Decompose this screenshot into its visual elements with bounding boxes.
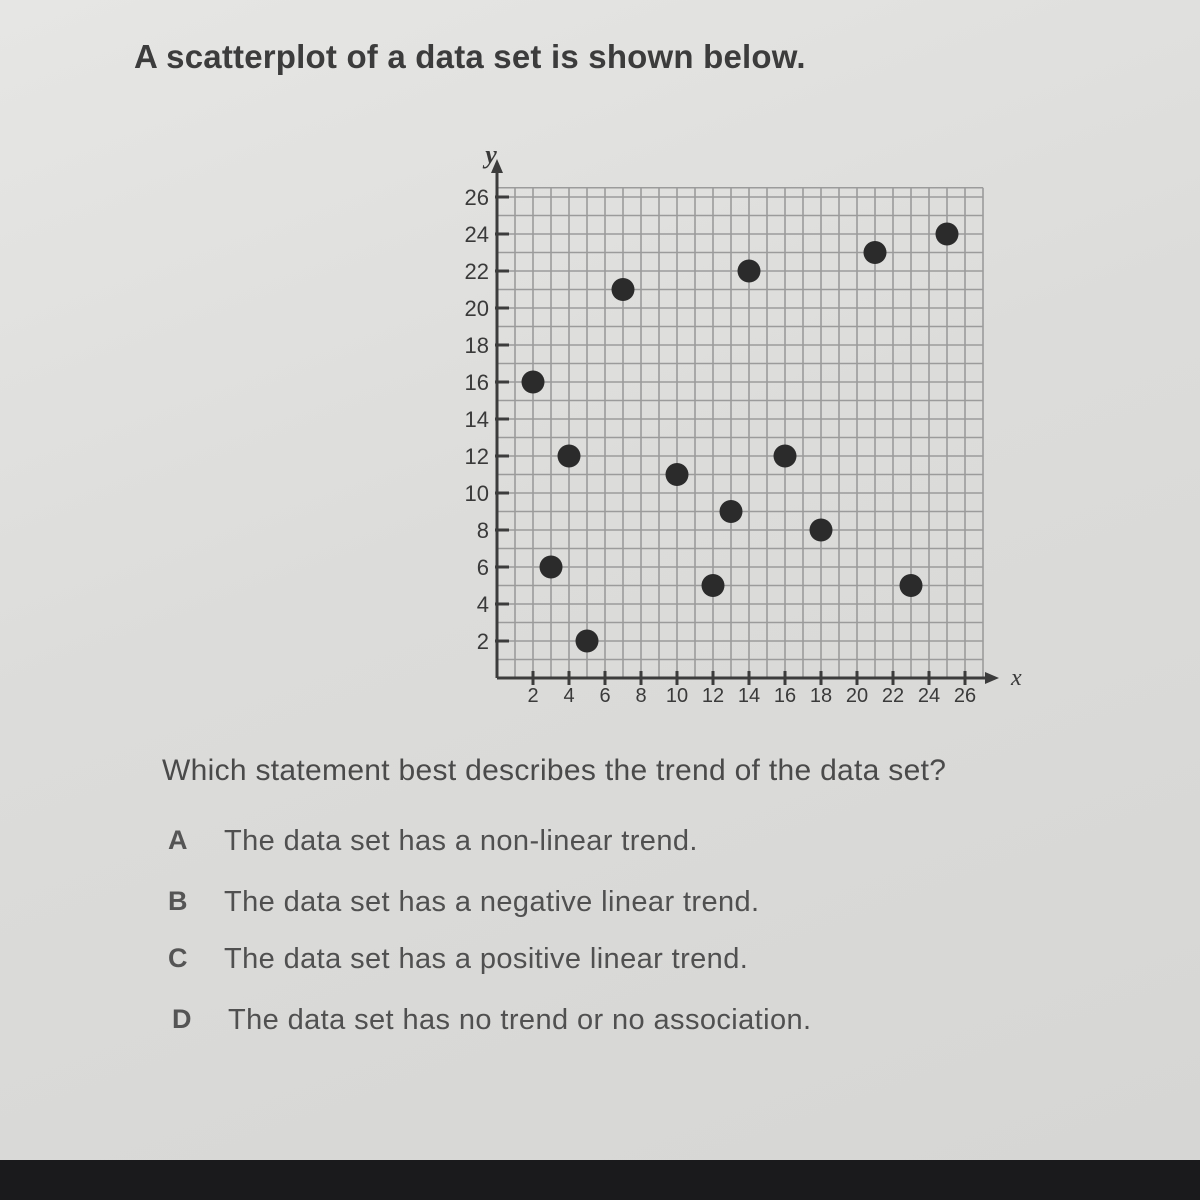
data-point [540,556,563,579]
y-tick-label: 26 [464,185,489,210]
y-axis-label: y [485,140,497,169]
data-point [900,574,923,597]
x-tick-label: 16 [773,685,797,707]
data-point [612,278,635,301]
bottom-bar [0,1160,1200,1200]
choice-letter: A [168,825,188,855]
choice-letter: D [172,1004,192,1034]
data-point [810,519,833,542]
x-tick-label: 18 [809,685,833,707]
data-point [774,445,797,468]
data-point [936,223,959,246]
x-tick-label: 26 [953,685,977,707]
data-point [558,445,581,468]
choice-letter: C [168,943,188,973]
data-point [666,463,689,486]
choice-text: The data set has no trend or no association. [228,1004,812,1036]
y-tick-label: 12 [464,444,489,469]
y-tick-label: 4 [476,592,489,617]
y-tick-label: 2 [476,629,489,654]
x-axis-arrow [985,672,999,684]
choice-text: The data set has a non-linear trend. [224,825,698,857]
y-tick-label: 6 [476,555,489,580]
x-tick-label: 14 [737,685,761,707]
y-tick-label: 18 [464,333,489,358]
y-tick-label: 10 [464,481,489,506]
choice-text: The data set has a positive linear trend. [224,943,749,975]
choice-letter: B [168,886,188,916]
data-point [720,500,743,523]
data-point [576,630,599,653]
x-tick-label: 20 [845,685,869,707]
prompt-text: A scatterplot of a data set is shown below. [134,38,806,75]
data-point [702,574,725,597]
x-tick-label: 4 [563,685,575,707]
y-tick-label: 16 [464,370,489,395]
x-tick-label: 2 [527,685,539,707]
y-tick-label: 24 [464,222,489,247]
x-tick-label: 6 [599,685,611,707]
y-tick-label: 8 [476,518,489,543]
data-point [864,241,887,264]
y-tick-label: 20 [464,296,489,321]
x-tick-label: 10 [665,685,689,707]
y-tick-label: 22 [464,259,489,284]
question-text: Which statement best describes the trend of the data set? [162,754,947,787]
data-point [738,260,761,283]
x-tick-label: 22 [881,685,905,707]
x-tick-label: 12 [701,685,725,707]
x-tick-label: 24 [917,685,941,707]
x-tick-label: 8 [635,685,647,707]
choice-text: The data set has a negative linear trend. [224,886,760,918]
x-axis-label: x [1011,665,1022,691]
y-tick-label: 14 [464,407,489,432]
data-point [522,371,545,394]
